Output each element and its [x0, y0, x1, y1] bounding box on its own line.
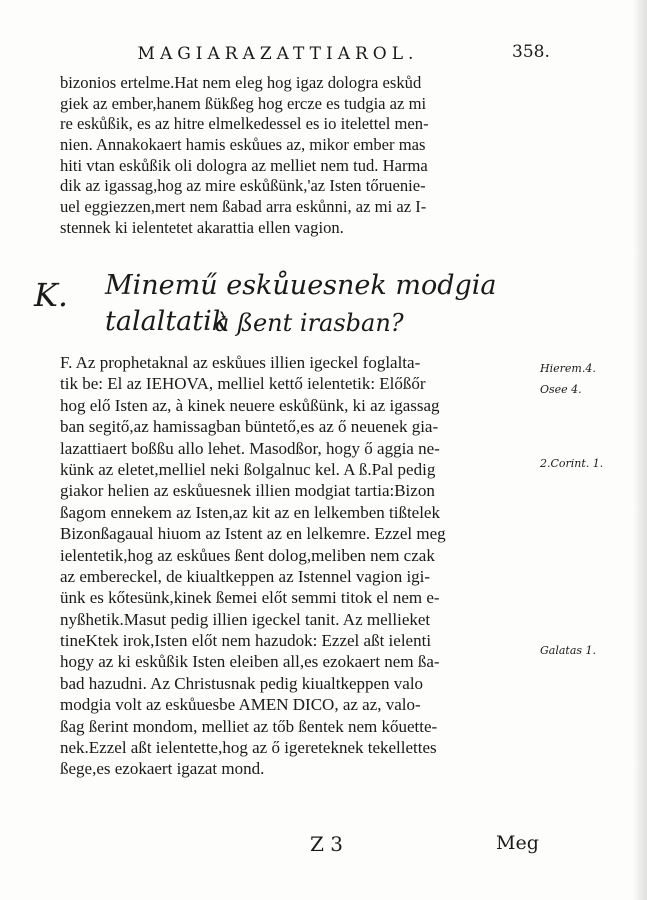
section-title: Minemű eskůuesnek modgia talaltatik [105, 270, 497, 337]
text-line: nyßhetik.Masut pedig illien igeckel tanit. Az mellieket [60, 609, 431, 629]
paragraph-2 [60, 352, 550, 780]
signature-mark: Z 3 [310, 832, 343, 856]
text-line: dik az igassag,hog az mire eskůßünk,'az Isten tőruenie- [60, 176, 426, 196]
text-line: tineKtek irok,Isten előt nem hazudok: Ezzel aßt ielenti [60, 631, 432, 651]
page-number: 358. [512, 42, 550, 62]
text-line: stennek ki ielentetet akarattia ellen vagion. [60, 217, 344, 237]
section-letter: K. [34, 276, 69, 314]
text-line: ünk es kőtesünk,kinek ßemei előt semmi titok el nem e- [60, 588, 440, 608]
text-line: bizonios ertelme.Hat nem eleg hog igaz dologra eskůd [60, 73, 422, 92]
text-line: Bizonßagaual hiuom az Istent az en lelkemre. Ezzel meg [60, 524, 446, 544]
text-line: ßege,es ezokaert igazat mond. [60, 759, 265, 779]
text-line: künk az eletet,melliel neki ßolgalnuc kel. A ß.Pal pedig [60, 459, 436, 479]
running-head: MAGIARAZATTIAROL. [137, 44, 419, 64]
text-line: ielentetik,hog az eskůues ßent dolog,meliben nem czak [60, 545, 435, 565]
text-line: tik be: El az IEHOVA, melliel kettő ielentetik: Előßőr [60, 374, 426, 394]
page-edge-shadow [633, 0, 647, 900]
margin-note-hierem: Hierem.4. [540, 362, 596, 375]
text-line: ßagom ennekem az Isten,az kit az en lelkemben tißtelek [60, 502, 440, 522]
text-line: F. Az prophetaknal az eskůues illien igeckel foglalta- [60, 353, 421, 372]
text-line: hiti vtan eskůßik oli dologra az melliet nem tud. Harma [60, 155, 428, 175]
catchword: Meg [496, 832, 539, 854]
text-line: re eskůßik, es az hitre elmelkedessel es io itelettel men- [60, 114, 429, 134]
margin-note-osee: Osee 4. [540, 383, 582, 396]
text-line: lazattiaert boßßu allo lehet. Masodßor, hogy ő aggia ne- [60, 438, 440, 458]
section-title-line-2: à ßent irasban? [215, 309, 404, 337]
text-line: az embereckel, de kiualtkeppen az Istennel vagion igi- [60, 566, 431, 586]
text-line: giek az ember,hanem ßükßeg hog ercze es tudgia az mi [60, 93, 427, 113]
text-line: hog elő Isten az, à kinek neuere eskůßünk, ki az igassag [60, 395, 440, 415]
margin-note-corint: 2.Corint. 1. [540, 457, 604, 470]
text-line: modgia volt az eskůuesbe AMEN DICO, az az, valo- [60, 695, 421, 715]
text-line: giakor helien az eskůuesnek illien modgiat tartia:Bizon [60, 481, 435, 501]
text-line: ban segitő,az hamissagban büntető,es az ő neuenek gia- [60, 417, 439, 437]
text-line: nek.Ezzel aßt ielentette,hog az ő igereteknek tekellettes [60, 738, 437, 758]
paragraph-1 [60, 73, 550, 239]
text-line: bad hazudni. Az Christusnak pedig kiualtkeppen valo [60, 673, 424, 693]
text-line: nien. Annakokaert hamis eskůues az, mikor ember mas [60, 135, 426, 155]
text-line: hogy az ki eskůßik Isten eleiben all,es ezokaert nem ßa- [60, 652, 440, 672]
text-line: uel eggiezzen,mert nem ßabad arra eskůnni, az mi az I- [60, 197, 427, 217]
text-line: ßag ßerint mondom, melliet az tőb ßentek nem kőuette- [60, 716, 438, 736]
margin-note-galatas: Galatas 1. [540, 644, 597, 657]
